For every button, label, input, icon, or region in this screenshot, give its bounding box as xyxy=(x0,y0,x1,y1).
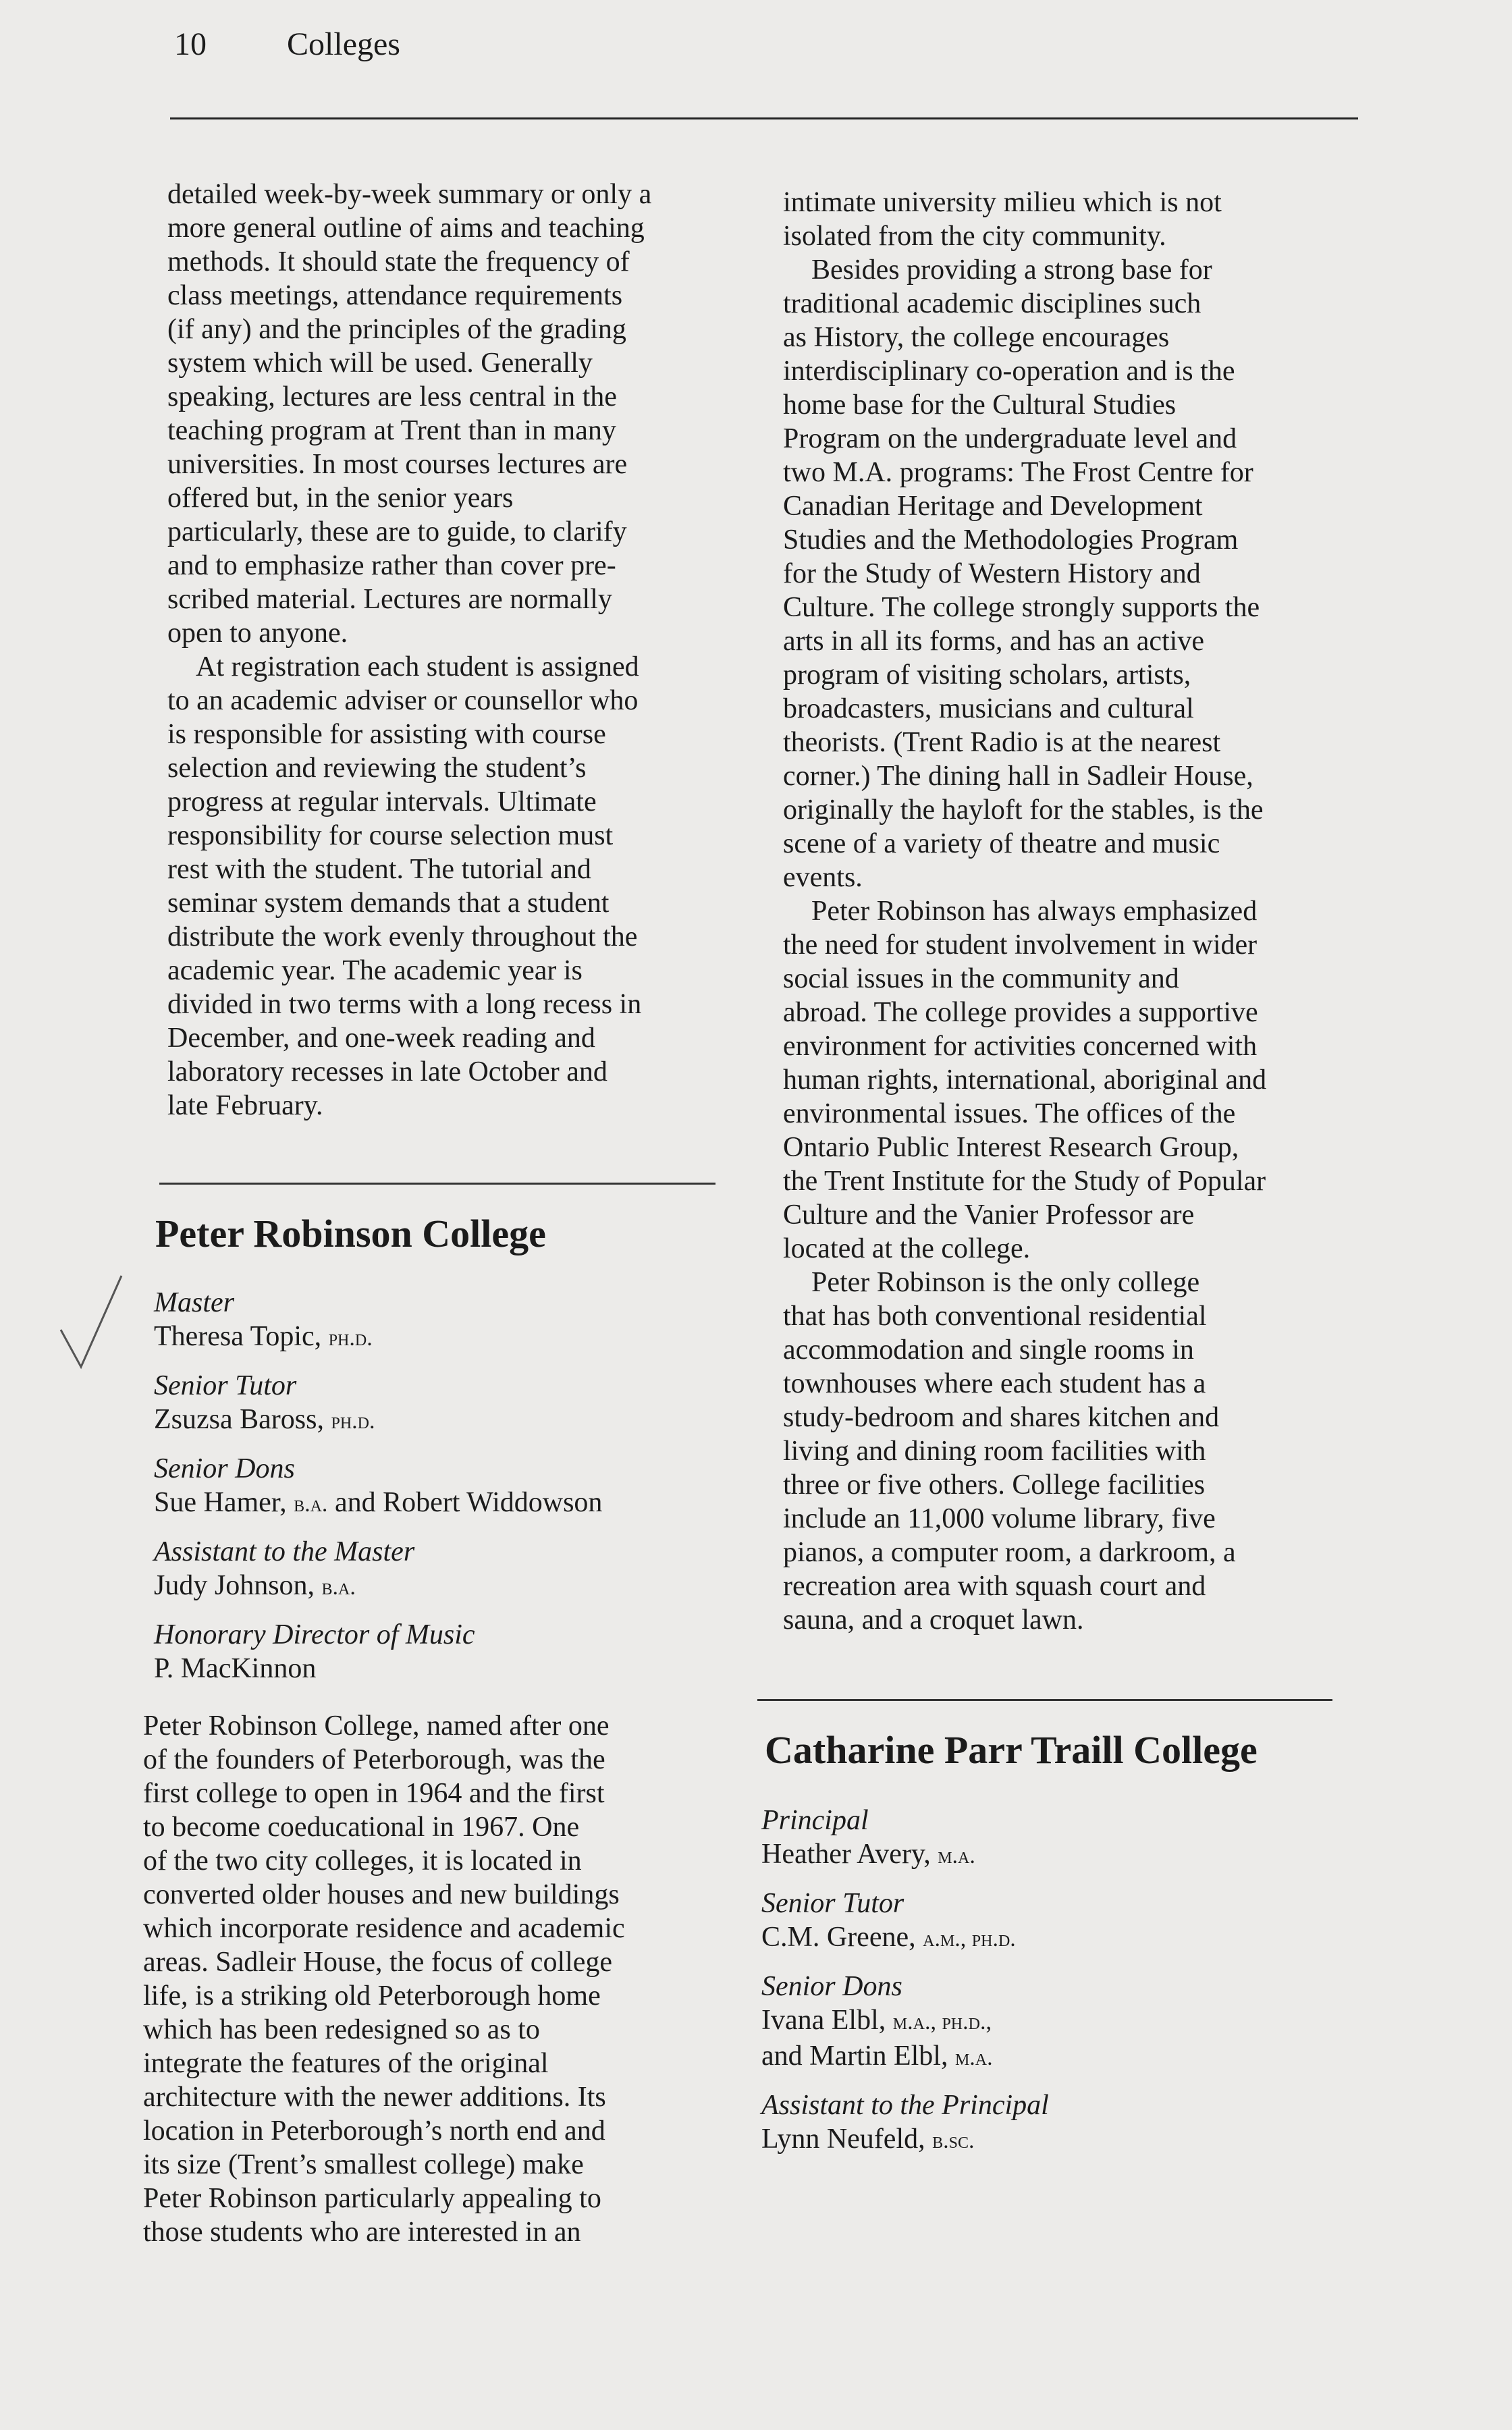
right-column-text xyxy=(783,186,1364,1637)
staff-entry xyxy=(761,1970,1342,2075)
staff-entry xyxy=(761,1887,1342,1956)
staff-entry xyxy=(761,1804,1342,1873)
paragraph-student-involvement: Peter Robinson has always emphasized the need for student involvement in wider social issues in the community and abroad. The college provides a supportive environment for activities concerned with human rights, international, aboriginal and environmental issues. The offices of the Ontario Public Interest Research Group, the Trent Institute for the Study of Popular Culture and the Vanier Professor are located at the college. xyxy=(783,896,1267,1264)
staff-name: C.M. Greene, a.m., ph.d. xyxy=(761,1922,1016,1953)
left-column-text xyxy=(167,178,748,1123)
staff-name: and Martin Elbl, m.a. xyxy=(761,2041,993,2072)
staff-role: Master xyxy=(154,1287,234,1318)
paragraph-academic-base: Besides providing a strong base for traditional academic disciplines such as History, the college encourages interdisciplinary co-operation and is the home base for the Cultural Studies Program on the undergraduate level and two M.A. programs: The Frost Centre for Canadian Heritage and Development Studies and the Methodologies Program for the Study of Western History and Culture. The college strongly supports the arts in all its forms, and has an active program of visiting scholars, artists, broadcasters, musicians and cultural theorists. (Trent Radio is at the nearest corner.) The dining hall in Sadleir House, originally the hayloft for the stables, is the scene of a variety of theatre and music events. xyxy=(783,254,1264,893)
peter-robinson-staff-list xyxy=(154,1286,734,1699)
staff-role: Senior Dons xyxy=(154,1453,295,1484)
running-header: Colleges xyxy=(287,26,400,62)
staff-name: Ivana Elbl, m.a., ph.d., xyxy=(761,2005,992,2036)
staff-role: Senior Dons xyxy=(761,1971,902,2002)
staff-role: Honorary Director of Music xyxy=(154,1619,475,1650)
paragraph-peter-robinson: Peter Robinson College, named after one of the founders of Peterborough, was the first college to open in 1964 and the first to become coeducational in 1967. One of the two city colleges, it is located in converted older houses and new buildings which incorporate residence and academic areas. Sadleir House, the focus of college life, is a striking old Peterborough home which has been redesigned so as to integrate the features of the original architecture with the newer additions. Its location in Peterborough’s north end and its size (Trent’s smallest college) make Peter Robinson particularly appealing to those students who are interested in an xyxy=(143,1710,625,2248)
staff-role: Senior Tutor xyxy=(761,1888,905,1919)
section-divider xyxy=(757,1699,1332,1701)
catharine-parr-traill-staff-list xyxy=(761,1804,1342,2171)
staff-role: Assistant to the Master xyxy=(154,1536,415,1567)
staff-entry xyxy=(154,1618,734,1685)
staff-entry xyxy=(154,1369,734,1438)
paragraph-course-outline: detailed week-by-week summary or only a more general outline of aims and teaching methods. It should state the frequency of class meetings, attendance requirements (if any) and the principles of the grading system which will be used. Generally speaking, lectures are less central in the teaching program at Trent than in many universities. In most courses lectures are offered but, in the senior years particularly, these are to guide, to clarify and to emphasize rather than cover pre- scribed material. Lectures are normally open to anyone. xyxy=(167,179,652,649)
section-divider xyxy=(159,1183,716,1185)
staff-entry xyxy=(154,1452,734,1521)
staff-name: Zsuzsa Baross, ph.d. xyxy=(154,1404,375,1435)
header-rule xyxy=(170,117,1358,119)
staff-name: Judy Johnson, b.a. xyxy=(154,1570,356,1601)
staff-entry xyxy=(154,1535,734,1604)
staff-role: Senior Tutor xyxy=(154,1370,297,1401)
paragraph-milieu: intimate university milieu which is not isolated from the city community. xyxy=(783,187,1222,252)
staff-name: Lynn Neufeld, b.sc. xyxy=(761,2124,975,2155)
staff-name: Heather Avery, m.a. xyxy=(761,1839,975,1870)
staff-name: Theresa Topic, ph.d. xyxy=(154,1321,373,1352)
pencil-mark xyxy=(54,1269,135,1377)
staff-entry xyxy=(761,2088,1342,2158)
heading-catharine-parr-traill-college: Catharine Parr Traill College xyxy=(765,1728,1258,1772)
heading-peter-robinson-college: Peter Robinson College xyxy=(155,1212,546,1256)
staff-name: Sue Hamer, b.a. and Robert Widdowson xyxy=(154,1487,603,1518)
staff-role: Principal xyxy=(761,1805,869,1836)
staff-name: P. MacKinnon xyxy=(154,1653,317,1684)
staff-role: Assistant to the Principal xyxy=(761,2090,1049,2121)
peter-robinson-description xyxy=(143,1709,737,2249)
page-number: 10 xyxy=(174,26,207,62)
paragraph-residence: Peter Robinson is the only college that has both conventional residential accommodation and single rooms in townhouses where each student has a study-bedroom and shares kitchen and living and dining room facilities with three or five others. College facilities include an 11,000 volume library, five pianos, a computer room, a darkroom, a recreation area with squash court and sauna, and a croquet lawn. xyxy=(783,1267,1236,1636)
staff-entry xyxy=(154,1286,734,1355)
paragraph-registration: At registration each student is assigned to an academic adviser or counsellor who is responsible for assisting with course selection and reviewing the student’s progress at regular intervals. Ultimate responsibility for course selection must rest with the student. The tutorial and seminar system demands that a student distribute the work evenly throughout the academic year. The academic year is divided in two terms with a long recess in December, and one-week reading and laboratory recesses in late October and late February. xyxy=(167,651,642,1121)
